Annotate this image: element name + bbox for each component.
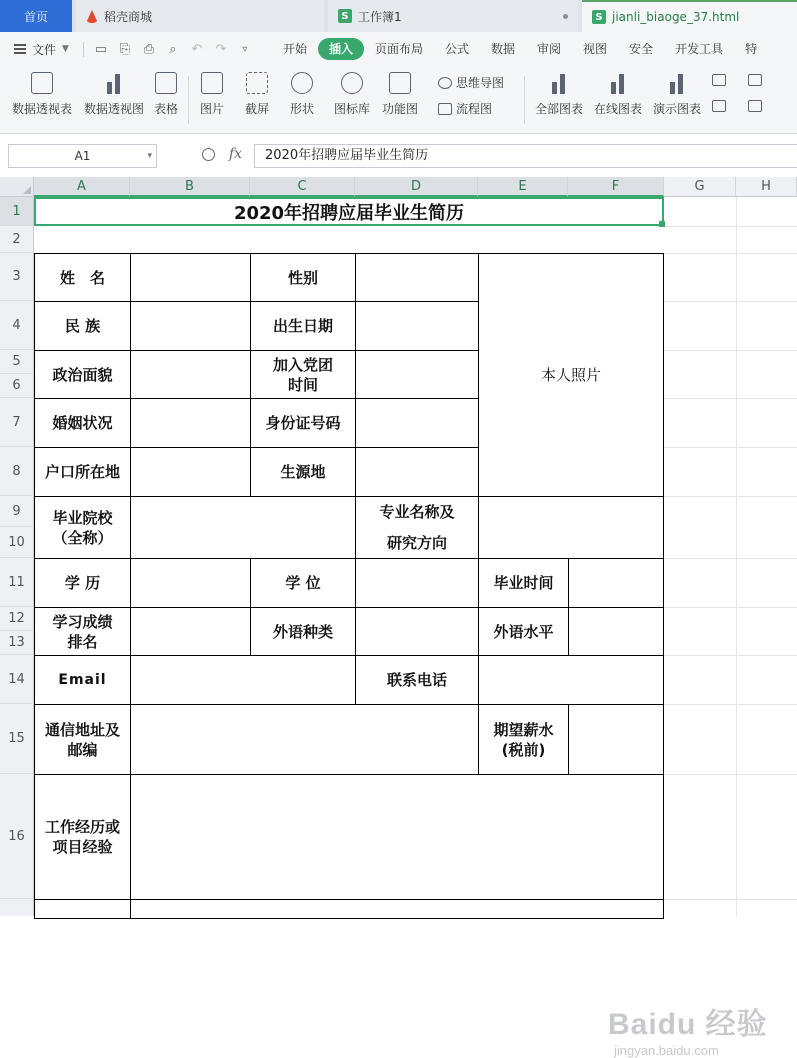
tab-bar <box>0 0 797 32</box>
formula-input[interactable]: 2020年招聘应届毕业生简历 <box>254 144 797 168</box>
table-label: 表格 <box>154 102 179 116</box>
line-chart-quick-button[interactable] <box>712 100 730 112</box>
input-degree[interactable] <box>355 558 479 608</box>
flowchart-button[interactable] <box>438 100 492 117</box>
label-email: Email <box>34 655 131 705</box>
gridline <box>664 655 797 656</box>
col-header-f[interactable]: F <box>568 177 664 197</box>
demo-charts-icon <box>666 72 688 94</box>
label-id-number: 身份证号码 <box>250 398 356 448</box>
tab-workbook-label: 工作簿1 <box>358 9 402 24</box>
stat-chart-icon <box>748 100 762 112</box>
col-header-a[interactable]: A <box>34 177 130 197</box>
function-chart-button[interactable] <box>382 72 418 117</box>
name-box-value: A1 <box>74 149 91 163</box>
ribbon-insert <box>0 66 797 134</box>
table-button[interactable] <box>154 72 178 117</box>
hamburger-icon <box>14 44 26 54</box>
row-header-5[interactable]: 5 <box>0 350 34 374</box>
label-political-status: 政治面貌 <box>34 350 131 399</box>
input-major[interactable] <box>478 496 664 559</box>
menu-tab-features[interactable]: 特 <box>745 42 758 56</box>
menu-tabs <box>272 38 768 60</box>
input-salary[interactable] <box>568 704 664 775</box>
spreadsheet-icon: S <box>592 10 606 24</box>
gridline <box>664 398 797 399</box>
label-experience-line2: 项目经验 <box>52 838 113 856</box>
menu-bar <box>0 32 797 66</box>
label-degree: 学 位 <box>250 558 356 608</box>
tab-shop-label: 稻壳商城 <box>104 9 153 24</box>
input-row17[interactable] <box>130 899 664 919</box>
gridline <box>664 447 797 448</box>
mindmap-button[interactable] <box>438 74 504 91</box>
row-header-3[interactable]: 3 <box>0 253 34 301</box>
label-address-line1: 通信地址及 <box>44 720 120 739</box>
print-icon[interactable]: ⎙ <box>143 41 155 57</box>
all-charts-icon <box>548 72 570 94</box>
gridline <box>664 350 797 351</box>
label-party-join-line2: 时间 <box>287 375 318 394</box>
menu-tab-review[interactable]: 审阅 <box>537 42 562 56</box>
input-foreign-language[interactable] <box>355 607 479 656</box>
col-header-g[interactable]: G <box>664 177 736 197</box>
icon-library-button[interactable] <box>334 72 370 117</box>
online-charts-label: 在线图表 <box>594 102 643 116</box>
menu-tab-start[interactable]: 开始 <box>282 42 307 56</box>
file-menu-label: 文件 <box>32 42 57 57</box>
menu-tab-insert[interactable]: 插入 <box>318 38 364 60</box>
spreadsheet-grid <box>0 177 797 1058</box>
bar-chart-icon <box>712 74 726 86</box>
input-address[interactable] <box>130 704 479 775</box>
row-header-16[interactable]: 16 <box>0 774 34 899</box>
gridline <box>664 558 797 559</box>
demo-charts-label: 演示图表 <box>653 102 702 116</box>
ribbon-separator <box>524 76 525 124</box>
input-party-join-time[interactable] <box>355 350 479 399</box>
picture-icon <box>201 72 223 94</box>
all-charts-label: 全部图表 <box>535 102 584 116</box>
row-header-6[interactable]: 6 <box>0 374 34 398</box>
tab-home[interactable] <box>0 0 72 32</box>
fx-icon[interactable]: fx <box>229 146 243 162</box>
gridline <box>664 704 797 705</box>
function-chart-icon <box>389 72 411 94</box>
row-header-17[interactable] <box>0 899 34 916</box>
label-major <box>355 496 479 559</box>
label-salary-line2: (税前) <box>501 740 546 759</box>
pivot-chart-label: 数据透视图 <box>84 102 145 116</box>
pivot-table-button[interactable] <box>12 72 72 117</box>
resume-title-cell[interactable]: 2020年招聘应届毕业生简历 <box>34 197 664 226</box>
input-political-status[interactable] <box>130 350 251 399</box>
formula-bar <box>0 135 797 177</box>
label-school-line1: 毕业院校 <box>52 508 113 527</box>
row-header-4[interactable]: 4 <box>0 301 34 350</box>
input-phone[interactable] <box>478 655 664 705</box>
row-header-11[interactable]: 11 <box>0 558 34 607</box>
label-salary-line1: 期望薪水 <box>493 720 554 739</box>
tab-home-label: 首页 <box>23 9 48 24</box>
col-header-e[interactable]: E <box>478 177 568 197</box>
icon-library-icon <box>341 72 363 94</box>
input-marital-status[interactable] <box>130 398 251 448</box>
fill-handle[interactable] <box>659 221 665 227</box>
col-header-h[interactable]: H <box>736 177 797 197</box>
shape-button[interactable] <box>290 72 314 117</box>
label-experience-line1: 工作经历或 <box>44 818 120 836</box>
chevron-down-icon: ▾ <box>147 151 152 161</box>
row-header-10[interactable]: 10 <box>0 527 34 558</box>
menu-tab-data[interactable]: 数据 <box>491 42 516 56</box>
demo-charts-button[interactable] <box>653 72 701 117</box>
label-party-join-time <box>250 350 356 399</box>
gridline <box>664 301 797 302</box>
watermark-url: jingyan.baidu.com <box>614 1043 719 1058</box>
horizontal-bar-quick-button[interactable] <box>748 74 766 86</box>
screenshot-icon <box>246 72 268 94</box>
ribbon-separator <box>188 76 189 124</box>
flowchart-icon <box>438 103 452 115</box>
line-chart-icon <box>712 100 726 112</box>
unsaved-dot-icon <box>563 14 568 19</box>
input-origin[interactable] <box>355 447 479 497</box>
input-grad-time[interactable] <box>568 558 664 608</box>
row-header-9[interactable]: 9 <box>0 496 34 527</box>
input-ethnicity[interactable] <box>130 301 251 351</box>
input-education[interactable] <box>130 558 251 608</box>
pivot-chart-icon <box>103 72 125 94</box>
input-ranking[interactable] <box>130 607 251 656</box>
horizontal-bar-chart-icon <box>748 74 762 86</box>
tab-workbook1[interactable] <box>328 0 578 32</box>
label-marital-status: 婚姻状况 <box>34 398 131 448</box>
online-charts-button[interactable] <box>594 72 642 117</box>
row-header-13[interactable]: 13 <box>0 631 34 655</box>
pivot-chart-button[interactable] <box>84 72 144 117</box>
label-birth-date: 出生日期 <box>250 301 356 351</box>
label-grad-time: 毕业时间 <box>478 558 569 608</box>
label-ethnicity: 民 族 <box>34 301 131 351</box>
function-chart-label: 功能图 <box>382 102 419 116</box>
row-header-1[interactable]: 1 <box>0 197 34 226</box>
save-icon[interactable]: ▭ <box>94 41 108 57</box>
file-menu[interactable] <box>0 41 69 58</box>
menu-tab-security[interactable]: 安全 <box>629 42 654 56</box>
label-foreign-language: 外语种类 <box>250 607 356 656</box>
zoom-icon[interactable] <box>202 148 215 161</box>
picture-label: 图片 <box>200 102 225 116</box>
gridline <box>664 774 797 775</box>
label-major-line2: 研究方向 <box>386 533 447 552</box>
bar-chart-quick-button[interactable] <box>712 74 730 86</box>
label-party-join-line1: 加入党团 <box>272 355 333 374</box>
col-header-b[interactable]: B <box>130 177 250 197</box>
label-address <box>34 704 131 775</box>
customize-icon[interactable]: ▿ <box>242 43 248 55</box>
mindmap-label: 思维导图 <box>456 76 505 90</box>
gridline <box>664 899 797 900</box>
shape-label: 形状 <box>290 102 315 116</box>
tab-docer-shop[interactable] <box>76 0 324 32</box>
label-household: 户口所在地 <box>34 447 131 497</box>
label-school-line2: （全称） <box>52 528 113 547</box>
label-name: 姓 名 <box>34 253 131 302</box>
pivot-table-label: 数据透视表 <box>12 102 73 116</box>
icon-library-label: 图标库 <box>334 102 371 116</box>
label-row17 <box>34 899 131 919</box>
input-school[interactable] <box>130 496 356 559</box>
table-icon <box>155 72 177 94</box>
input-birth-date[interactable] <box>355 301 479 351</box>
flowchart-label: 流程图 <box>456 102 493 116</box>
label-origin: 生源地 <box>250 447 356 497</box>
select-all-corner[interactable] <box>0 177 34 197</box>
label-ranking-line1: 学习成绩 <box>52 612 113 631</box>
redo-icon[interactable]: ↷ <box>215 41 227 57</box>
input-email[interactable] <box>130 655 356 705</box>
input-language-level[interactable] <box>568 607 664 656</box>
label-major-line1: 专业名称及 <box>379 502 455 521</box>
pivot-table-icon <box>31 72 53 94</box>
screenshot-button[interactable] <box>245 72 269 117</box>
screenshot-label: 截屏 <box>245 102 270 116</box>
row-header-14[interactable]: 14 <box>0 655 34 704</box>
gridline <box>664 496 797 497</box>
menu-tab-page-layout[interactable]: 页面布局 <box>374 42 423 56</box>
spreadsheet-icon: S <box>338 9 352 23</box>
row-header-15[interactable]: 15 <box>0 704 34 774</box>
row-header-2[interactable]: 2 <box>0 226 34 253</box>
input-name[interactable] <box>130 253 251 302</box>
online-charts-icon <box>607 72 629 94</box>
stat-chart-quick-button[interactable] <box>748 100 766 112</box>
label-ranking-line2: 排名 <box>67 632 98 651</box>
gridline <box>664 226 797 227</box>
print-preview-icon[interactable]: ⌕ <box>169 41 177 57</box>
baidu-jingyan-watermark <box>608 999 768 1058</box>
label-gender: 性别 <box>250 253 356 302</box>
menu-tab-developer[interactable]: 开发工具 <box>675 42 724 56</box>
mindmap-icon <box>438 77 452 89</box>
tab-active-file[interactable] <box>582 0 797 32</box>
input-id-number[interactable] <box>355 398 479 448</box>
photo-cell[interactable]: 本人照片 <box>478 253 664 497</box>
docer-flame-icon <box>86 10 98 23</box>
watermark-brand: Baidu 经验 <box>608 1008 768 1041</box>
label-experience <box>34 774 131 900</box>
name-box[interactable] <box>8 144 157 168</box>
input-household[interactable] <box>130 447 251 497</box>
input-experience[interactable] <box>130 774 664 900</box>
label-salary <box>478 704 569 775</box>
all-charts-button[interactable] <box>535 72 583 117</box>
quick-access-toolbar <box>83 42 252 57</box>
gridline <box>736 197 737 916</box>
shape-icon <box>291 72 313 94</box>
label-address-line2: 邮编 <box>67 740 98 759</box>
picture-button[interactable] <box>200 72 224 117</box>
undo-icon[interactable]: ↶ <box>191 41 203 57</box>
export-icon[interactable]: ⎘ <box>119 41 131 57</box>
chevron-down-icon: ▼ <box>62 44 69 54</box>
label-language-level: 外语水平 <box>478 607 569 656</box>
row-header-12[interactable]: 12 <box>0 607 34 631</box>
input-gender[interactable] <box>355 253 479 302</box>
row-header-8[interactable]: 8 <box>0 447 34 496</box>
tab-active-label: jianli_biaoge_37.html <box>612 10 740 24</box>
label-school <box>34 496 131 559</box>
label-education: 学 历 <box>34 558 131 608</box>
row-header-7[interactable]: 7 <box>0 398 34 447</box>
menu-tab-view[interactable]: 视图 <box>583 42 608 56</box>
label-ranking <box>34 607 131 656</box>
menu-tab-formulas[interactable]: 公式 <box>444 42 469 56</box>
col-header-d[interactable]: D <box>355 177 478 197</box>
gridline <box>664 607 797 608</box>
label-phone: 联系电话 <box>355 655 479 705</box>
col-header-c[interactable]: C <box>250 177 355 197</box>
